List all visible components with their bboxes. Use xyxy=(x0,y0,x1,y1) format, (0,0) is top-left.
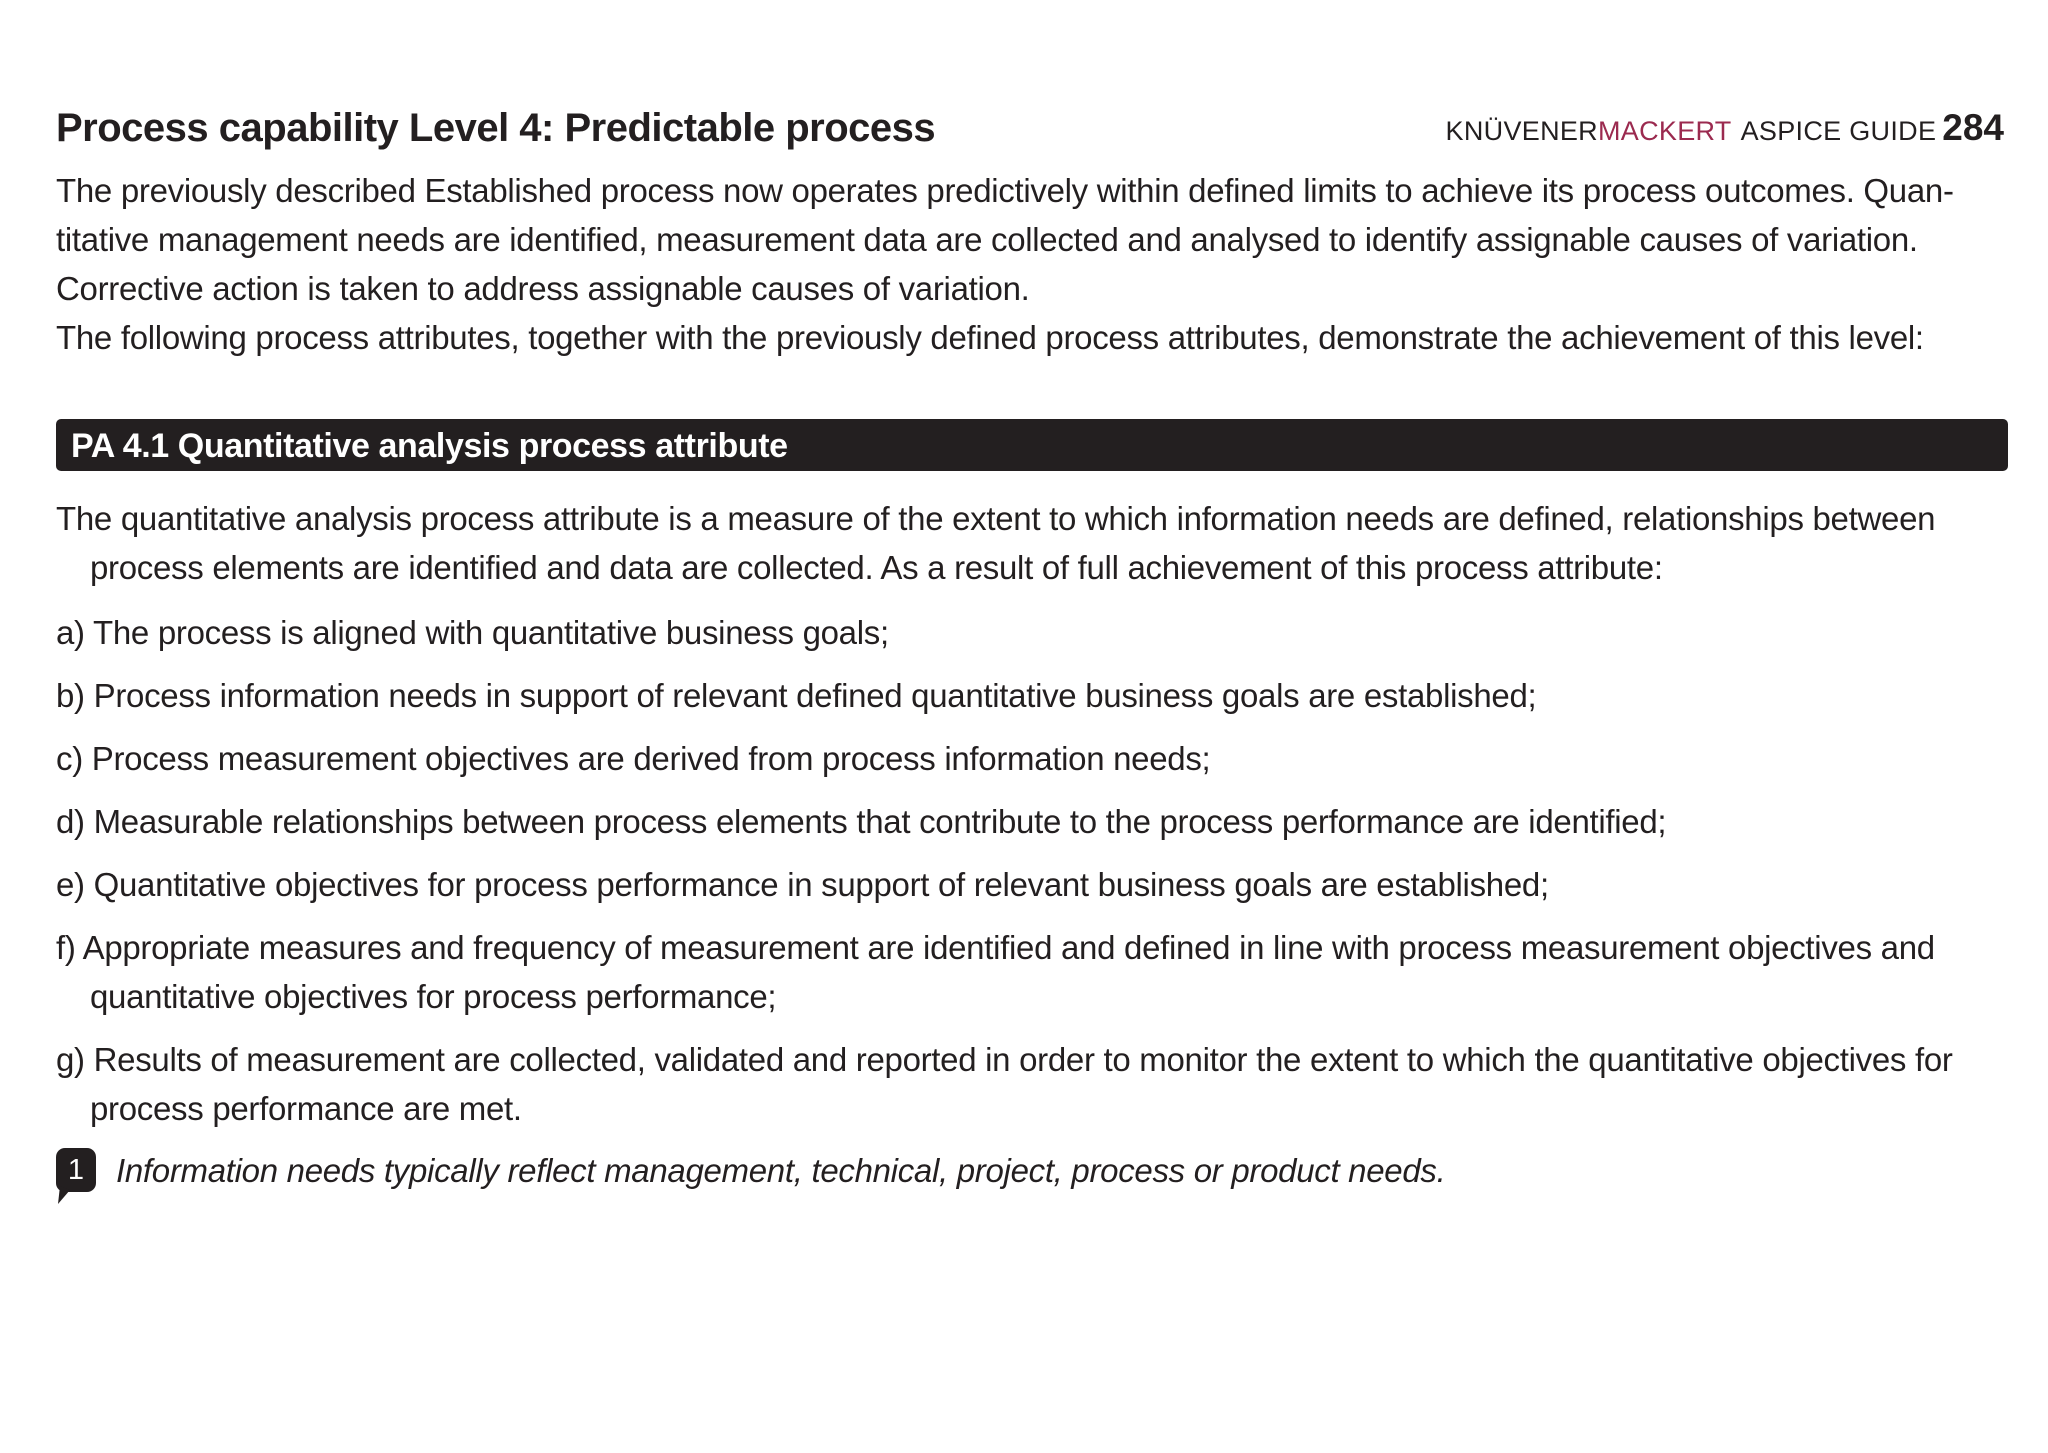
section-description xyxy=(56,494,1956,592)
note-number: 1 xyxy=(67,1154,85,1186)
list-item: g) Results of measurement are collected, validated and reported in order to monitor the extent to which the quantitative objectives for process performance are met. xyxy=(56,1041,1953,1127)
outcome-list xyxy=(56,608,1976,1147)
note-text: Information needs typically reflect management, technical, project, process or product needs. xyxy=(116,1152,1446,1189)
intro-text xyxy=(56,166,1976,362)
brand-name-part2: MACKERT xyxy=(1597,116,1732,146)
list-item: f) Appropriate measures and frequency of measurement are identified and defined in line with process measurement objectives and quantitative objectives for process performance; xyxy=(56,929,1935,1015)
page-title: Process capability Level 4: Predictable process xyxy=(56,106,936,150)
list-item: d) Measurable relationships between process elements that contribute to the process performance are identified; xyxy=(56,803,1667,840)
list-item: e) Quantitative objectives for process performance in support of relevant business goals are established; xyxy=(56,866,1549,903)
brand-guide-label: ASPICE GUIDE xyxy=(1740,116,1937,146)
intro-paragraph: The following process attributes, together with the previously defined process attributes, demonstrate the achievement of this level: xyxy=(56,319,1924,356)
description-paragraph: The quantitative analysis process attribute is a measure of the extent to which information needs are defined, relationships between process elements are identified and data are collected. As a result of full achievement of this process attribute: xyxy=(56,500,1936,586)
section-heading-bar: PA 4.1 Quantitative analysis process attribute xyxy=(56,419,2008,471)
intro-paragraph: The previously described Established process now operates predictively within defined limits to achieve its process outcomes. Quan-titative management needs are identified, measurement data are collected and analysed to identify assignable causes of variation. Corrective action is taken to address assignable causes of variation. xyxy=(56,172,1954,307)
brand-header xyxy=(1446,104,2004,160)
list-item: a) The process is aligned with quantitative business goals; xyxy=(56,614,889,651)
list-item: c) Process measurement objectives are derived from process information needs; xyxy=(56,740,1211,777)
brand-name-part1: KNÜVENER xyxy=(1445,116,1598,146)
page-number: 284 xyxy=(1942,107,2004,148)
list-item: b) Process information needs in support of relevant defined quantitative business goals are established; xyxy=(56,677,1537,714)
